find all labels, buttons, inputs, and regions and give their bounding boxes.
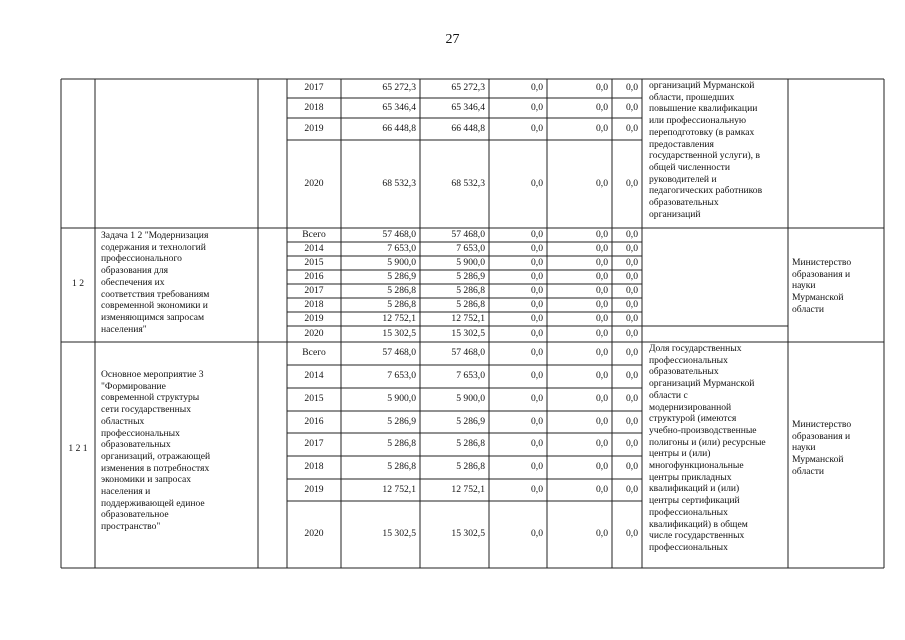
year-cell: 2014 — [304, 242, 324, 254]
total-funding-cell: 57 468,0 — [382, 347, 416, 359]
local-budget-cell: 0,0 — [596, 177, 608, 189]
total-funding-cell: 7 653,0 — [387, 370, 416, 382]
regional-budget-cell: 12 752,1 — [451, 483, 485, 495]
total-funding-cell: 7 653,0 — [387, 242, 416, 254]
total-funding-cell: 65 272,3 — [382, 82, 416, 94]
indicator-text-line: квалификаций) в общем — [649, 518, 748, 530]
indicator-text-line: центры сертификаций — [649, 495, 740, 507]
extra-budget-cell: 0,0 — [626, 415, 638, 427]
year-cell: Всего — [302, 228, 326, 240]
executor-text-line: образования и — [792, 268, 851, 280]
indicator-text-line: руководителей и — [649, 173, 717, 185]
regional-budget-cell: 5 900,0 — [456, 256, 485, 268]
indicator-text-line: организаций — [649, 208, 701, 220]
local-budget-cell: 0,0 — [596, 284, 608, 296]
local-budget-cell: 0,0 — [596, 461, 608, 473]
extra-budget-cell: 0,0 — [626, 370, 638, 382]
local-budget-cell: 0,0 — [596, 327, 608, 339]
row-number: 1 2 — [72, 277, 84, 289]
extra-budget-cell: 0,0 — [626, 82, 638, 94]
indicator-text-line: общей численности — [649, 161, 731, 173]
local-budget-cell: 0,0 — [596, 370, 608, 382]
indicator-text-line: организаций Мурманской — [649, 378, 755, 390]
task-name-line: содержания и технологий — [101, 241, 206, 253]
federal-budget-cell: 0,0 — [531, 177, 543, 189]
local-budget-cell: 0,0 — [596, 270, 608, 282]
federal-budget-cell: 0,0 — [531, 101, 543, 113]
indicator-text-line: переподготовку (в рамках — [649, 126, 755, 138]
task-name-line: современной экономики и — [101, 300, 208, 312]
task-name — [101, 230, 261, 335]
total-funding-cell: 5 286,8 — [387, 438, 416, 450]
executor-text-line: Мурманской — [792, 454, 844, 466]
event-name-line: экономики и запросах — [101, 474, 192, 486]
local-budget-cell: 0,0 — [596, 483, 608, 495]
indicator-text-line: государственной услуги), в — [649, 150, 761, 162]
task-name-line: образования для — [101, 265, 169, 277]
task-name-line: соответствия требованиям — [101, 288, 210, 300]
executor-text-line: области — [792, 465, 825, 477]
regional-budget-cell: 65 272,3 — [451, 82, 485, 94]
year-cell: 2016 — [304, 270, 324, 282]
extra-budget-cell: 0,0 — [626, 438, 638, 450]
local-budget-cell: 0,0 — [596, 415, 608, 427]
year-cell: 2017 — [304, 284, 324, 296]
event-name-line: организаций, отражающей — [101, 450, 211, 462]
regional-budget-cell: 5 286,9 — [456, 415, 485, 427]
federal-budget-cell: 0,0 — [531, 242, 543, 254]
extra-budget-cell: 0,0 — [626, 327, 638, 339]
indicator-text-line: многофункциональные — [649, 460, 744, 472]
extra-budget-cell: 0,0 — [626, 101, 638, 113]
extra-budget-cell: 0,0 — [626, 528, 638, 540]
federal-budget-cell: 0,0 — [531, 82, 543, 94]
local-budget-cell: 0,0 — [596, 393, 608, 405]
indicator-text-line: учебно-производственные — [649, 424, 757, 436]
regional-budget-cell: 57 468,0 — [451, 228, 485, 240]
executor-text — [792, 257, 887, 316]
federal-budget-cell: 0,0 — [531, 256, 543, 268]
year-cell: Всего — [302, 347, 326, 359]
regional-budget-cell: 5 286,8 — [456, 438, 485, 450]
task-name-line: изменяющимся запросам — [101, 311, 205, 323]
total-funding-cell: 5 286,8 — [387, 461, 416, 473]
local-budget-cell: 0,0 — [596, 528, 608, 540]
year-cell: 2019 — [304, 122, 324, 134]
total-funding-cell: 57 468,0 — [382, 228, 416, 240]
federal-budget-cell: 0,0 — [531, 122, 543, 134]
extra-budget-cell: 0,0 — [626, 393, 638, 405]
federal-budget-cell: 0,0 — [531, 327, 543, 339]
event-name — [101, 369, 261, 533]
regional-budget-cell: 15 302,5 — [451, 327, 485, 339]
total-funding-cell: 5 286,8 — [387, 298, 416, 310]
regional-budget-cell: 7 653,0 — [456, 242, 485, 254]
event-name-line: профессиональных — [101, 427, 180, 439]
page-number: 27 — [445, 32, 460, 47]
indicator-text-line: предоставления — [649, 138, 714, 150]
event-name-line: областных — [101, 415, 145, 427]
local-budget-cell: 0,0 — [596, 347, 608, 359]
year-cell: 2017 — [304, 82, 324, 94]
federal-budget-cell: 0,0 — [531, 461, 543, 473]
year-cell: 2015 — [304, 393, 324, 405]
event-name-line: образовательных — [101, 439, 171, 451]
federal-budget-cell: 0,0 — [531, 228, 543, 240]
indicator-text-line: Доля государственных — [649, 343, 742, 354]
local-budget-cell: 0,0 — [596, 256, 608, 268]
total-funding-cell: 68 532,3 — [382, 177, 416, 189]
total-funding-cell: 5 900,0 — [387, 256, 416, 268]
indicator-text-line: области с — [649, 389, 688, 401]
federal-budget-cell: 0,0 — [531, 393, 543, 405]
local-budget-cell: 0,0 — [596, 312, 608, 324]
year-cell: 2017 — [304, 438, 324, 450]
task-name-line: населения" — [101, 323, 147, 335]
regional-budget-cell: 5 286,9 — [456, 270, 485, 282]
local-budget-cell: 0,0 — [596, 82, 608, 94]
total-funding-cell: 5 900,0 — [387, 393, 416, 405]
local-budget-cell: 0,0 — [596, 122, 608, 134]
federal-budget-cell: 0,0 — [531, 528, 543, 540]
indicator-text-line: центры прикладных — [649, 471, 732, 483]
event-name-line: населения и — [101, 486, 151, 498]
year-cell: 2015 — [304, 256, 324, 268]
indicator-text-line: педагогических работников — [649, 185, 763, 197]
event-name-line: сети государственных — [101, 404, 192, 416]
regional-budget-cell: 5 286,8 — [456, 298, 485, 310]
indicator-text-line: области, прошедших — [649, 91, 735, 103]
indicator-text-line: профессиональных — [649, 541, 728, 553]
extra-budget-cell: 0,0 — [626, 228, 638, 240]
federal-budget-cell: 0,0 — [531, 312, 543, 324]
indicator-text-line: модернизированной — [649, 401, 732, 413]
regional-budget-cell: 57 468,0 — [451, 347, 485, 359]
indicator-text-line: полигоны и (или) ресурсные — [649, 436, 766, 448]
regional-budget-cell: 7 653,0 — [456, 370, 485, 382]
extra-budget-cell: 0,0 — [626, 312, 638, 324]
local-budget-cell: 0,0 — [596, 228, 608, 240]
event-name-line: изменения в потребностях — [101, 462, 210, 474]
total-funding-cell: 12 752,1 — [382, 483, 416, 495]
regional-budget-cell: 68 532,3 — [451, 177, 485, 189]
extra-budget-cell: 0,0 — [626, 284, 638, 296]
total-funding-cell: 5 286,8 — [387, 284, 416, 296]
total-funding-cell: 5 286,9 — [387, 270, 416, 282]
indicator-text — [649, 343, 794, 554]
regional-budget-cell: 12 752,1 — [451, 312, 485, 324]
extra-budget-cell: 0,0 — [626, 256, 638, 268]
regional-budget-cell: 65 346,4 — [451, 101, 485, 113]
indicator-text-line: квалификаций и (или) — [649, 483, 740, 495]
regional-budget-cell: 5 286,8 — [456, 461, 485, 473]
indicator-text-line: центры и (или) — [649, 448, 711, 460]
regional-budget-cell: 15 302,5 — [451, 528, 485, 540]
indicator-text-line: профессиональных — [649, 354, 728, 366]
year-cell: 2019 — [304, 483, 324, 495]
regional-budget-cell: 5 900,0 — [456, 393, 485, 405]
year-cell: 2014 — [304, 370, 324, 382]
federal-budget-cell: 0,0 — [531, 370, 543, 382]
total-funding-cell: 65 346,4 — [382, 101, 416, 113]
local-budget-cell: 0,0 — [596, 242, 608, 254]
federal-budget-cell: 0,0 — [531, 347, 543, 359]
indicator-text-line: структурой (имеются — [649, 413, 737, 425]
indicator-text-line: образовательных — [649, 366, 719, 378]
regional-budget-cell: 5 286,8 — [456, 284, 485, 296]
executor-text-line: Министерство — [792, 257, 852, 268]
total-funding-cell: 5 286,9 — [387, 415, 416, 427]
extra-budget-cell: 0,0 — [626, 270, 638, 282]
year-cell: 2018 — [304, 298, 324, 310]
indicator-text-line: повышение квалификации — [649, 103, 758, 115]
extra-budget-cell: 0,0 — [626, 347, 638, 359]
federal-budget-cell: 0,0 — [531, 415, 543, 427]
event-name-line: "Формирование — [101, 380, 166, 392]
row-number: 1 2 1 — [68, 442, 88, 454]
indicator-text — [649, 80, 789, 220]
indicator-text-line: образовательных — [649, 197, 719, 209]
event-name-line: пространство" — [101, 521, 161, 533]
year-cell: 2020 — [304, 177, 324, 189]
extra-budget-cell: 0,0 — [626, 298, 638, 310]
indicator-text-line: числе государственных — [649, 530, 745, 542]
total-funding-cell: 66 448,8 — [382, 122, 416, 134]
event-name-line: современной структуры — [101, 392, 200, 404]
executor-text — [792, 419, 887, 478]
extra-budget-cell: 0,0 — [626, 177, 638, 189]
total-funding-cell: 15 302,5 — [382, 327, 416, 339]
indicator-text-line: организаций Мурманской — [649, 80, 755, 91]
year-cell: 2016 — [304, 415, 324, 427]
federal-budget-cell: 0,0 — [531, 483, 543, 495]
total-funding-cell: 15 302,5 — [382, 528, 416, 540]
year-cell: 2019 — [304, 312, 324, 324]
extra-budget-cell: 0,0 — [626, 461, 638, 473]
task-name-line: Задача 1 2 "Модернизация — [101, 230, 209, 241]
task-name-line: обеспечения их — [101, 276, 165, 288]
extra-budget-cell: 0,0 — [626, 242, 638, 254]
task-name-line: профессионального — [101, 253, 182, 265]
event-name-line: Основное мероприятие 3 — [101, 369, 204, 380]
event-name-line: поддерживающей единое — [101, 497, 205, 509]
local-budget-cell: 0,0 — [596, 438, 608, 450]
local-budget-cell: 0,0 — [596, 298, 608, 310]
year-cell: 2018 — [304, 461, 324, 473]
indicator-text-line: профессиональных — [649, 506, 728, 518]
year-cell: 2020 — [304, 327, 324, 339]
federal-budget-cell: 0,0 — [531, 298, 543, 310]
executor-text-line: Мурманской — [792, 292, 844, 304]
extra-budget-cell: 0,0 — [626, 122, 638, 134]
year-cell: 2018 — [304, 101, 324, 113]
executor-text-line: области — [792, 303, 825, 315]
federal-budget-cell: 0,0 — [531, 270, 543, 282]
extra-budget-cell: 0,0 — [626, 483, 638, 495]
executor-text-line: образования и — [792, 430, 851, 442]
federal-budget-cell: 0,0 — [531, 438, 543, 450]
year-cell: 2020 — [304, 528, 324, 540]
executor-text-line: Министерство — [792, 419, 852, 430]
regional-budget-cell: 66 448,8 — [451, 122, 485, 134]
local-budget-cell: 0,0 — [596, 101, 608, 113]
event-name-line: образовательное — [101, 509, 169, 521]
executor-text-line: науки — [792, 442, 816, 454]
executor-text-line: науки — [792, 280, 816, 292]
federal-budget-cell: 0,0 — [531, 284, 543, 296]
total-funding-cell: 12 752,1 — [382, 312, 416, 324]
indicator-text-line: или профессиональную — [649, 115, 747, 127]
